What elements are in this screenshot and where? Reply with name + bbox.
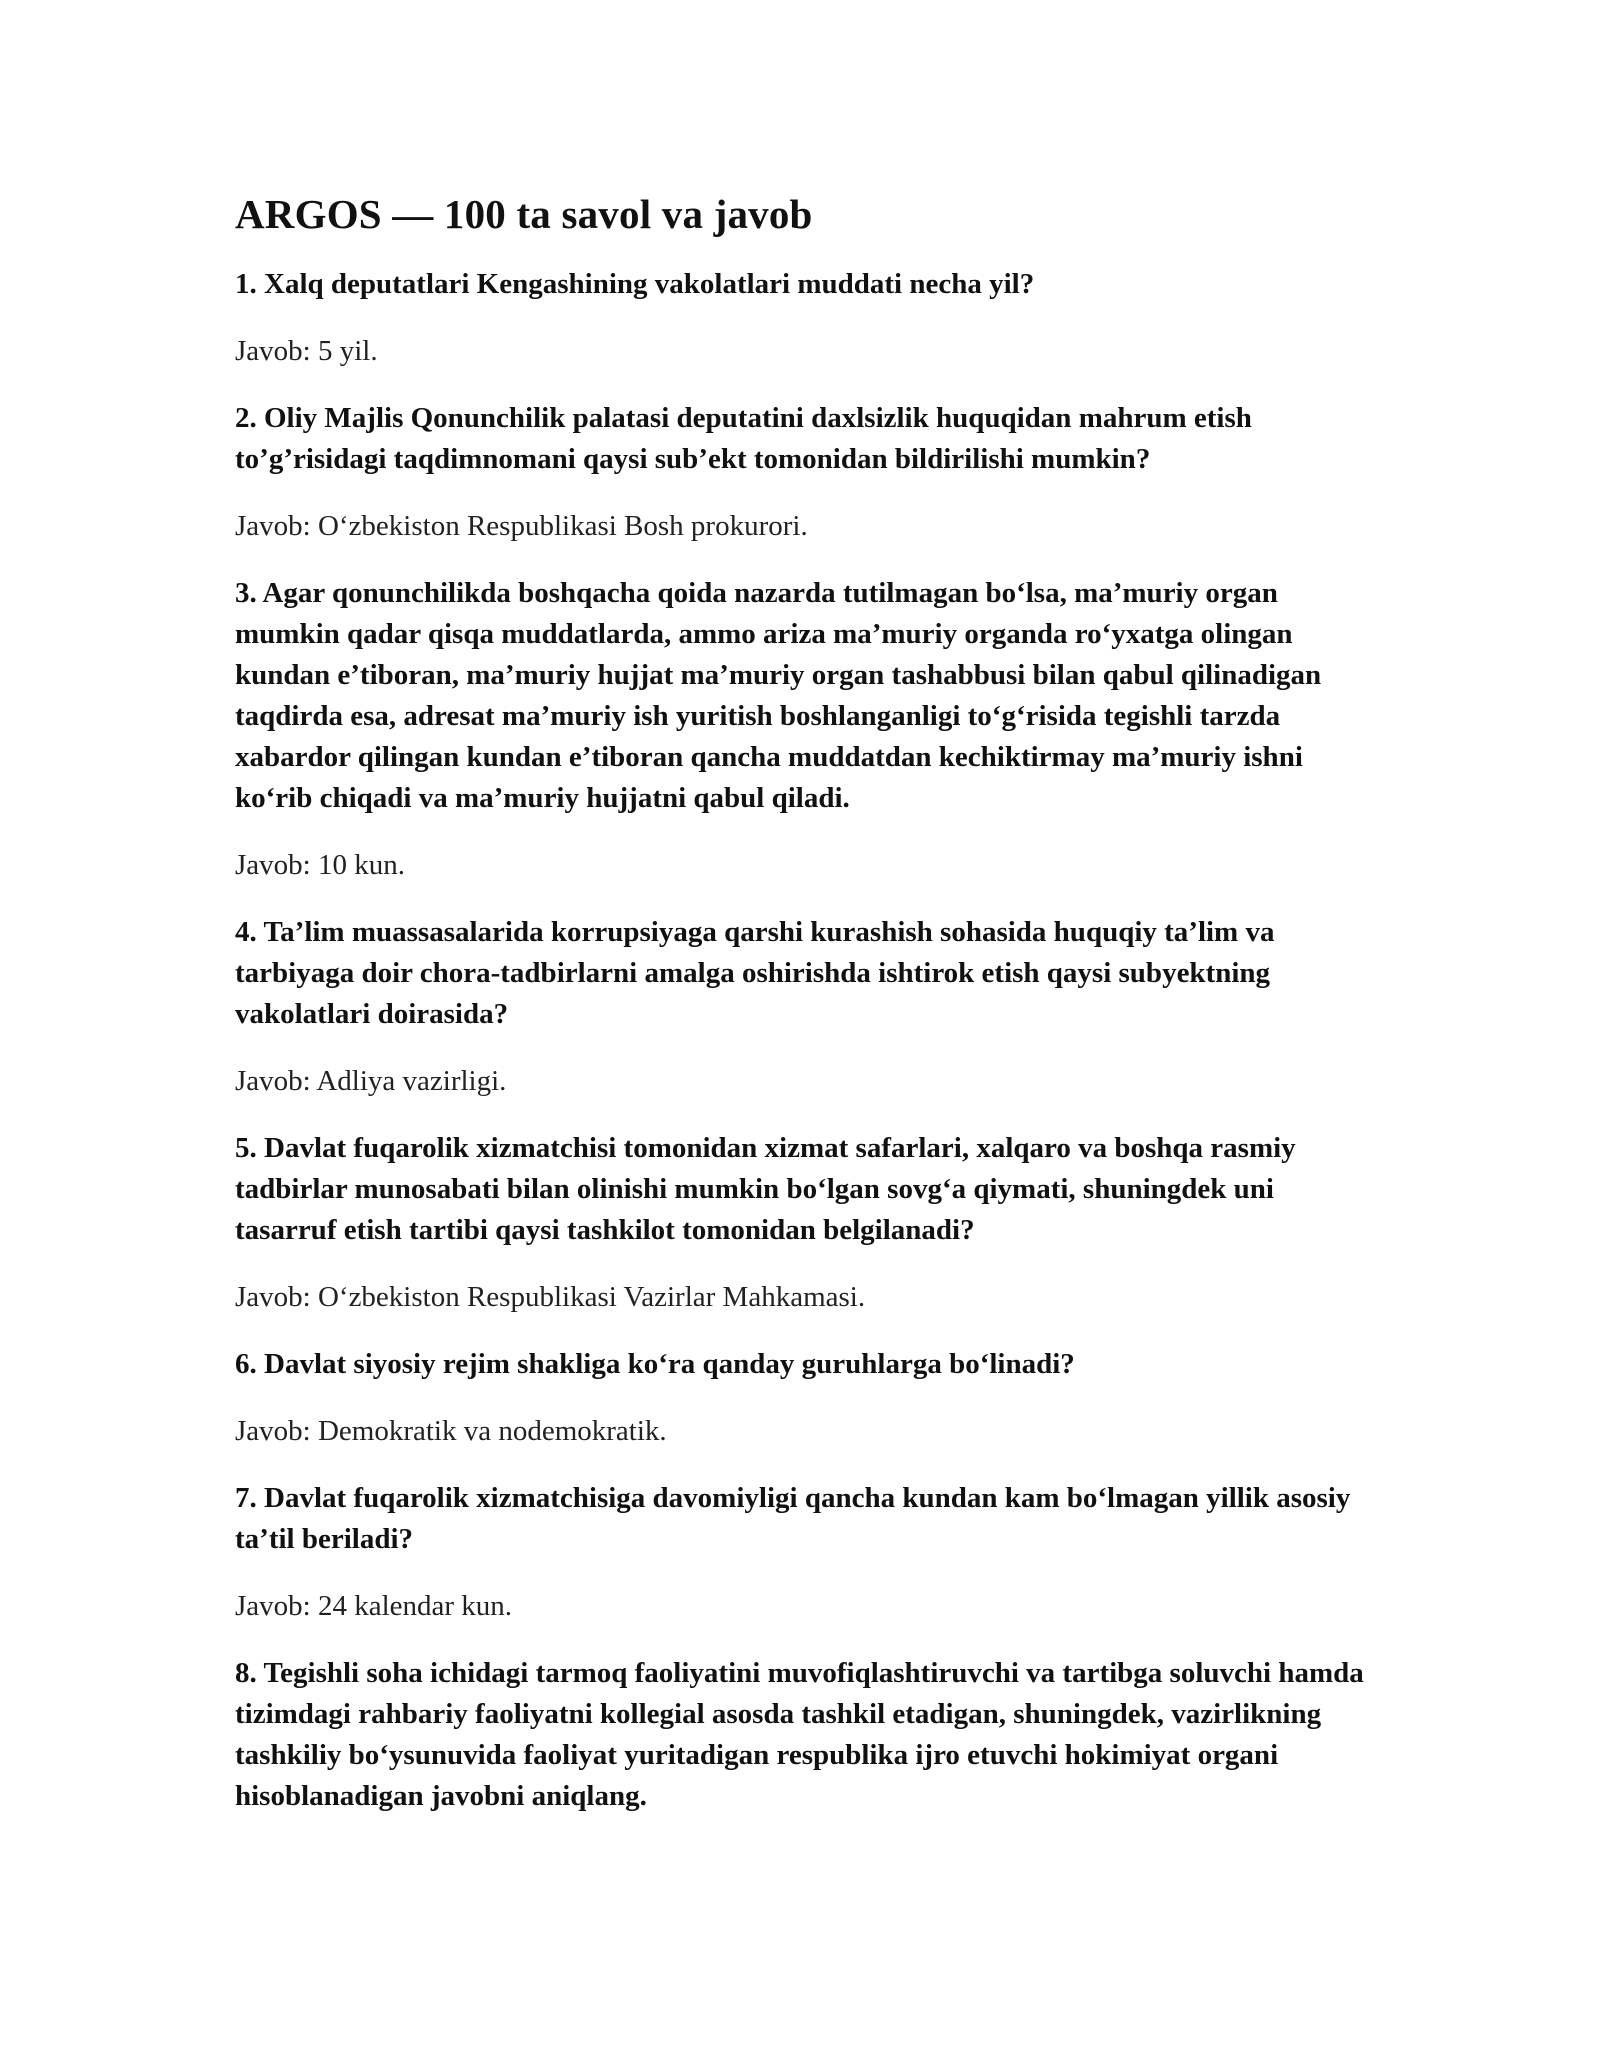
- qa-item-6: [235, 1344, 1375, 1452]
- question-2: 2. Oliy Majlis Qonunchilik palatasi deputatini daxlsizlik huquqidan mahrum etish to’g’risidagi taqdimnomani qaysi sub’ekt tomonidan bildirilishi mumkin?: [235, 402, 1252, 475]
- answer-1: Javob: 5 yil.: [235, 335, 378, 367]
- qa-item-1: [235, 264, 1375, 372]
- question-3: 3. Agar qonunchilikda boshqacha qoida nazarda tutilmagan bo‘lsa, ma’muriy organ mumkin qadar qisqa muddatlarda, ammo ariza ma’muriy organda ro‘yxatga olingan kundan e’tiboran, ma’muriy hujjat ma’muriy organ tashabbusi bilan qabul qilinadigan taqdirda esa, adresat ma’muriy ish yuritish boshlanganligi to‘g‘risida tegishli tarzda xabardor qilingan kundan e’tiboran qancha muddatdan kechiktirmay ma’muriy ishni ko‘rib chiqadi va ma’muriy hujjatni qabul qiladi.: [235, 577, 1322, 814]
- qa-item-3: [235, 573, 1375, 886]
- question-4: 4. Ta’lim muassasalarida korrupsiyaga qarshi kurashish sohasida huquqiy ta’lim va tarbiyaga doir chora-tadbirlarni amalga oshirishda ishtirok etish qaysi subyektning vakolatlari doirasida?: [235, 916, 1275, 1030]
- answer-7: Javob: 24 kalendar kun.: [235, 1590, 513, 1622]
- answer-5: Javob: O‘zbekiston Respublikasi Vazirlar Mahkamasi.: [235, 1281, 866, 1313]
- qa-item-7: [235, 1478, 1375, 1627]
- document-title: ARGOS — 100 ta savol va javob: [235, 191, 813, 237]
- question-1: 1. Xalq deputatlari Kengashining vakolatlari muddati necha yil?: [235, 268, 1035, 300]
- document-page: [235, 186, 1375, 1843]
- question-5: 5. Davlat fuqarolik xizmatchisi tomonidan xizmat safarlari, xalqaro va boshqa rasmiy tadbirlar munosabati bilan olinishi mumkin bo‘lgan sovg‘a qiymati, shuningdek uni tasarruf etish tartibi qaysi tashkilot tomonidan belgilanadi?: [235, 1132, 1296, 1246]
- qa-item-5: [235, 1128, 1375, 1318]
- answer-2: Javob: O‘zbekiston Respublikasi Bosh prokurori.: [235, 510, 808, 542]
- qa-item-2: [235, 398, 1375, 547]
- answer-6: Javob: Demokratik va nodemokratik.: [235, 1415, 667, 1447]
- answer-3: Javob: 10 kun.: [235, 849, 405, 881]
- answer-4: Javob: Adliya vazirligi.: [235, 1065, 507, 1097]
- question-7: 7. Davlat fuqarolik xizmatchisiga davomiyligi qancha kundan kam bo‘lmagan yillik asosiy ta’til beriladi?: [235, 1482, 1351, 1555]
- qa-item-4: [235, 912, 1375, 1102]
- qa-item-8: [235, 1653, 1375, 1817]
- question-6: 6. Davlat siyosiy rejim shakliga ko‘ra qanday guruhlarga bo‘linadi?: [235, 1348, 1075, 1380]
- question-8: 8. Tegishli soha ichidagi tarmoq faoliyatini muvofiqlashtiruvchi va tartibga soluvchi hamda tizimdagi rahbariy faoliyatni kollegial asosda tashkil etadigan, shuningdek, vazirlikning tashkiliy bo‘ysunuvida faoliyat yuritadigan respublika ijro etuvchi hokimiyat organi hisoblanadigan javobni aniqlang.: [235, 1657, 1364, 1812]
